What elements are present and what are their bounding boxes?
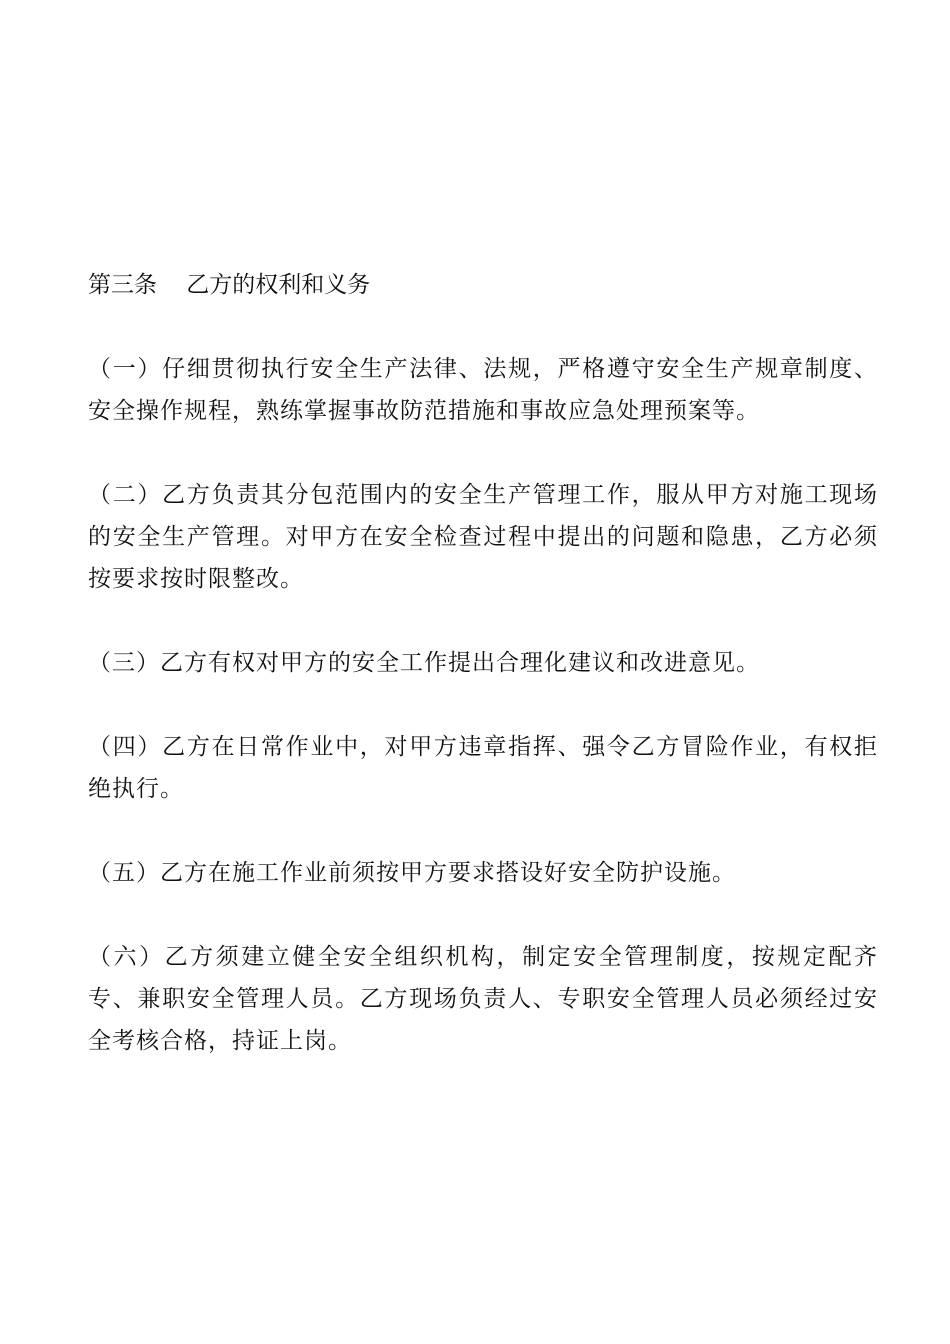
clause-6: （六）乙方须建立健全安全组织机构，制定安全管理制度，按规定配齐专、兼职安全管理人员。乙方现场负责人、专职安全管理人员必须经过安全考核合格，持证上岗。 <box>88 944 878 1054</box>
document-body <box>88 264 878 1104</box>
clause-1: （一）仔细贯彻执行安全生产法律、法规，严格遵守安全生产规章制度、安全操作规程，熟练掌握事故防范措施和事故应急处理预案等。 <box>88 356 878 424</box>
clause-4: （四）乙方在日常作业中，对甲方违章指挥、强令乙方冒险作业，有权拒绝执行。 <box>88 734 878 802</box>
clause-5: （五）乙方在施工作业前须按甲方要求搭设好安全防护设施。 <box>88 860 736 886</box>
section-heading: 第三条 乙方的权利和义务 <box>88 272 371 298</box>
clause-2: （二）乙方负责其分包范围内的安全生产管理工作，服从甲方对施工现场的安全生产管理。对甲方在安全检查过程中提出的问题和隐患，乙方必须按要求按时限整改。 <box>88 482 878 592</box>
clause-3: （三）乙方有权对甲方的安全工作提出合理化建议和改进意见。 <box>88 650 760 676</box>
